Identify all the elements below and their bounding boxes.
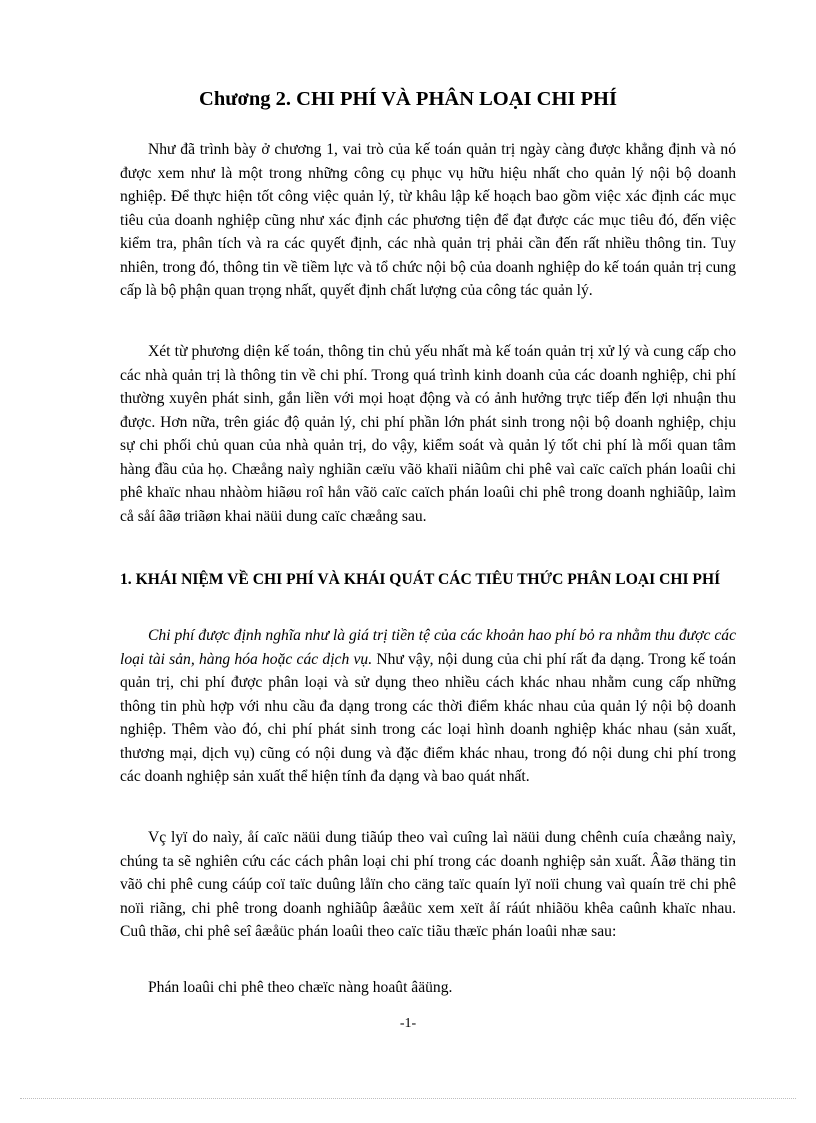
definition-italic-text: Chi phí được định nghĩa như là giá trị tiền tệ của các khoản hao phí bỏ ra nhằm thu được các loại tài sản, hàng hóa hoặc các dịch vụ. xyxy=(120,627,736,668)
page-divider xyxy=(20,1098,796,1099)
definition-rest-text: Như vậy, nội dung của chi phí rất đa dạng. Trong kế toán quản trị, chi phí được phân loại và sử dụng theo nhiều cách khác nhau nhằm cung cấp những thông tin phù hợp với nhu cầu đa dạng trong các thời điểm khác nhau của quản lý nội bộ doanh nghiệp. Thêm vào đó, chi phí phát sinh trong các loại hình doanh nghiệp khác nhau (sản xuất, thương mại, dịch vụ) cũng có nội dung và đặc điểm khác nhau, trong đó nội dung chi phí trong các doanh nghiệp sản xuất thể hiện tính đa dạng và bao quát nhất. xyxy=(120,650,736,785)
paragraph-function-classification: Phán loaûi chi phê theo chæïc nàng hoaût âäüng. xyxy=(148,979,453,996)
section-heading: 1. KHÁI NIỆM VỀ CHI PHÍ VÀ KHÁI QUÁT CÁC TIÊU THỨC PHÂN LOẠI CHI PHÍ xyxy=(120,571,721,588)
paragraph-intro: Như đã trình bày ở chương 1, vai trò của kế toán quản trị ngày càng được khẳng định và nó được xem như là một trong những công cụ phục vụ hữu hiệu nhất cho quản lý nội bộ doanh nghiệp. Để thực hiện tốt công việc quản lý, từ khâu lập kế hoạch bao gồm việc xác định các mục tiêu của doanh nghiệp cũng như xác định các phương tiện để đạt được các mục tiêu đó, đến việc kiểm tra, phân tích và ra các quyết định, các nhà quản trị phải cần đến rất nhiều thông tin. Tuy nhiên, trong đó, thông tin về tiềm lực và tổ chức nội bộ của doanh nghiệp do kế toán quản trị cung cấp là bộ phận quan trọng nhất, quyết định chất lượng của công tác quản lý. xyxy=(120,141,736,299)
paragraph-classification: Vç lyï do naìy, åí caïc näüi dung tiãúp theo vaì cuîng laì näüi dung chênh cuía chæång naìy, chúng ta sẽ nghiên cứu các cách phân loại chi phí trong các doanh nghiệp sản xuất. Âãø thäng tin vãö chi phê cung cáúp coï taïc duûng låïn cho cäng taïc quaín lyï noïi chung vaì quaín trë chi phê noïi riãng, chi phê trong doanh nghiãûp âæåüc xem xeït åí ráút nhiãöu khêa caûnh khaïc nhau. Cuû thãø, chi phê seî âæåüc phán loaûi theo caïc tiãu thæïc phán loaûi nhæ sau: xyxy=(120,829,736,940)
paragraph-cost-info: Xét từ phương diện kế toán, thông tin chủ yếu nhất mà kế toán quản trị xử lý và cung cấp cho các nhà quản trị là thông tin về chi phí. Trong quá trình kinh doanh của các doanh nghiệp, chi phí thường xuyên phát sinh, gắn liền với mọi hoạt động và có ảnh hưởng trực tiếp đến lợi nhuận thu được. Hơn nữa, trên giác độ quản lý, chi phí phần lớn phát sinh trong nội bộ doanh nghiệp, chịu sự chi phối chủ quan của nhà quản trị, do vậy, kiểm soát và quản lý tốt chi phí là mối quan tâm hàng đầu của họ. Chæång naìy nghiãn cæïu vãö khaïi niãûm chi phê vaì caïc caïch phán loaûi chi phê khaïc nhau nhàòm hiãøu roî hån vãö caïc caïch phán loaûi chi phê trong doanh nghiãûp, laìm cå såí âãø triãøn khai näüi dung caïc chæång sau. xyxy=(120,343,736,525)
paragraph-definition xyxy=(120,624,736,789)
page-number: -1- xyxy=(399,1016,417,1031)
chapter-title: Chương 2. CHI PHÍ VÀ PHÂN LOẠI CHI PHÍ xyxy=(199,88,617,110)
